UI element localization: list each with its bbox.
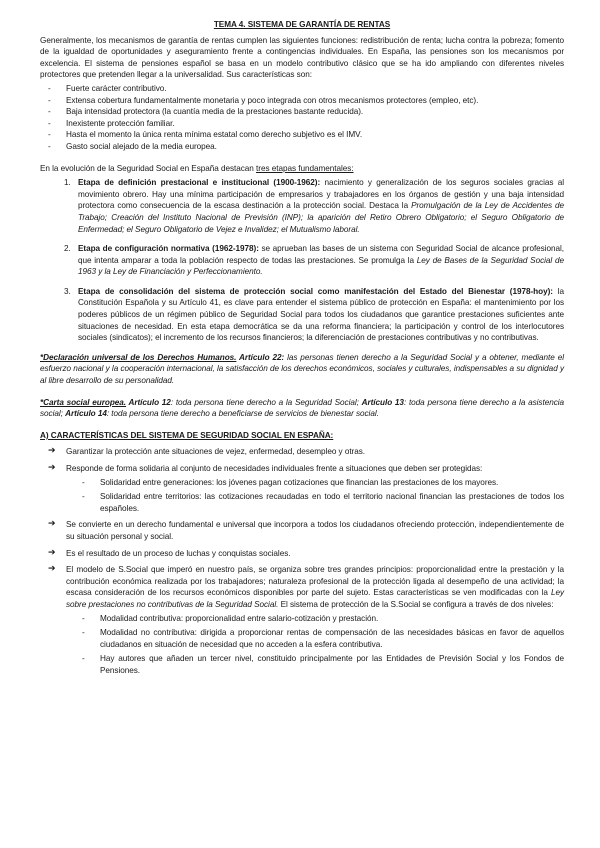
note-text: las personas tienen derecho a la Seguridad Social y a obtener, mediante el esfuerzo nacional y la cooperación internacional, la satisfacción de los derechos económicos, sociales y culturales, indispensables a su dignidad y al libre desarrollo de su personalidad. bbox=[40, 352, 564, 386]
feature-item bbox=[48, 446, 564, 458]
note-article: Artículo 12 bbox=[126, 397, 171, 407]
feature-item bbox=[48, 463, 564, 514]
list-item: - Inexistente protección familiar. bbox=[48, 118, 564, 130]
characteristics-list bbox=[40, 83, 564, 153]
feature-text: El sistema de protección de la S.Social se configura a través de dos niveles: bbox=[278, 599, 554, 609]
stage-lead: Etapa de configuración normativa (1962-1978): bbox=[78, 244, 259, 254]
intro-paragraph: Generalmente, los mecanismos de garantía de rentas cumplen las siguientes funciones: redistribución de renta; lucha contra la pobreza; fomento de la igualdad de oportunidades y aseguramiento frente a contingencias individuales. En España, las pensiones son los mecanismos por excelencia. El sistema de pensiones español se basa en un modelo contributivo clásico que se ha ido ampliando con diferentes niveles protectores que pretenden llegar a la universalidad. Sus características son: bbox=[40, 35, 564, 80]
note-label: *Carta social europea. bbox=[40, 397, 127, 407]
feature-text: Se convierte en un derecho fundamental e universal que incorpora a todos los ciudadanos ofreciendo protección, independientemente de su situación personal y social. bbox=[66, 520, 564, 541]
evolution-intro bbox=[40, 163, 564, 175]
note-text: : toda persona tiene derecho a beneficiarse de servicios de bienestar social. bbox=[106, 409, 379, 419]
arrow-icon: ➔ bbox=[48, 519, 56, 530]
feature-text: Garantizar la protección ante situaciones de vejez, enfermedad, desempleo y otras. bbox=[66, 447, 366, 457]
note-text: : toda persona tiene derecho a la Seguridad Social; bbox=[170, 397, 362, 407]
list-item: - Modalidad contributiva: proporcionalidad entre salario-cotización y prestación. bbox=[82, 613, 564, 625]
arrow-icon: ➔ bbox=[48, 463, 56, 473]
stage-italic: Promulgación de la Ley de Accidentes de Trabajo; Creación del Instituto Nacional de Previsión (INP); la aparición del Retiro Obrero Obligatorio; el Seguro Obligatorio de Enfermedad; el Seguro Obligatorio de Vejez e Invalidez; el Mutualismo laboral. bbox=[78, 201, 564, 234]
feature-text: Responde de forma solidaria al conjunto de necesidades individuales frente a situaciones que deben ser protegidas: bbox=[66, 464, 483, 473]
stage-item bbox=[64, 286, 564, 344]
stage-lead: Etapa de consolidación del sistema de protección social como manifestación del Estado del Bienestar (1978-hoy): bbox=[78, 286, 553, 296]
list-item: - Hasta el momento la única renta mínima estatal como derecho subjetivo es el IMV. bbox=[48, 129, 564, 141]
stage-number: 2. bbox=[64, 244, 71, 254]
section-a-heading: A) CARACTERÍSTICAS DEL SISTEMA DE SEGURIDAD SOCIAL EN ESPAÑA: bbox=[40, 430, 334, 440]
feature-item bbox=[48, 519, 564, 542]
note-article: Artículo 13 bbox=[361, 397, 404, 407]
evolution-lead: En la evolución de la Seguridad Social en España destacan bbox=[40, 163, 257, 173]
stage-tail: y la Ley de Financiación y Perfeccionamiento. bbox=[96, 267, 263, 277]
list-item: - Solidaridad entre territorios: las cotizaciones recaudadas en todo el territorio nacional financian las prestaciones de todos los españoles. bbox=[82, 491, 564, 514]
stages-list bbox=[40, 177, 564, 344]
list-item: - Gasto social alejado de la media europea. bbox=[48, 141, 564, 153]
feature-item bbox=[48, 548, 564, 560]
arrow-icon: ➔ bbox=[48, 446, 56, 457]
stage-number: 1. bbox=[64, 178, 71, 188]
evolution-highlight: tres etapas fundamentales: bbox=[256, 163, 354, 173]
feature-text: El modelo de S.Social que imperó en nuestro país, se organiza sobre tres grandes principios: proporcionalidad entre la prestación y la contribución económica realizada por los trabajadores; naturaleza profesional de la protección ligada al desempeño de una actividad; la escasa consideración de los recursos económicos disponibles por parte del sujeto. Estas características se ven modificadas con la bbox=[66, 565, 564, 598]
arrow-icon: ➔ bbox=[48, 547, 56, 558]
stage-item bbox=[64, 177, 564, 235]
arrow-icon: ➔ bbox=[48, 564, 56, 575]
list-item: - Fuerte carácter contributivo. bbox=[48, 83, 564, 95]
stage-number: 3. bbox=[64, 286, 71, 296]
list-item: - Baja intensidad protectora (la cuantía media de la prestaciones bastante reducida). bbox=[48, 106, 564, 118]
stage-italic: Ley de Bases de la Seguridad Social de 1963 bbox=[78, 255, 564, 277]
stage-body: se aprueban las bases de un sistema con Seguridad Social de alcance profesional, que intenta amparar a toda la población respecto de todas las prestaciones. Se promulga la bbox=[78, 244, 564, 265]
stage-lead: Etapa de definición prestacional e institucional (1900-1962): bbox=[78, 178, 321, 188]
levels-list bbox=[66, 613, 564, 677]
list-item: - Extensa cobertura fundamentalmente monetaria y poco integrada con otros mecanismos protectores (empleo, etc). bbox=[48, 95, 564, 107]
feature-item bbox=[48, 564, 564, 676]
features-list bbox=[40, 446, 564, 676]
page-title: TEMA 4. SISTEMA DE GARANTÍA DE RENTAS bbox=[213, 20, 391, 29]
stage-body: la Constitución Española y su Artículo 41, es clave para entender el sistema público de protección en España: el mantenimiento por los poderes públicos de un régimen público de Seguridad Social para todos los ciudadanos que garantice prestaciones suficientes ante situaciones de necesidad. En esta etapa democrática se da una reforma financiera; la participación y control de los interlocutores sociales (sindicatos); el incremento de los recursos financieros; la diferenciación de prestaciones contributivas y no contributivas. bbox=[78, 286, 565, 343]
list-item: - Modalidad no contributiva: dirigida a proporcionar rentas de compensación de las necesidades básicas en favor de aquellos ciudadanos en situación de necesidad que no acceden a la esfera contributiva. bbox=[82, 627, 564, 650]
feature-italic: Ley sobre prestaciones no contributivas de la Seguridad Social. bbox=[66, 588, 564, 609]
stage-item bbox=[64, 243, 564, 278]
list-item: - Hay autores que añaden un tercer nivel, constituido principalmente por las Entidades de Previsión Social y los Fondos de Pensiones. bbox=[82, 653, 564, 676]
note-text: : toda persona tiene derecho a la asistencia social; bbox=[40, 397, 565, 419]
stage-body: nacimiento y generalización de los seguros sociales gracias al movimiento obrero. Hay una mínima participación de empresarios y trabajadores en los órganos de gestión y una baja intensidad protectora como consecuencia de la escasa destinación a la protección social. Destaca la bbox=[78, 178, 565, 211]
note-human-rights bbox=[40, 352, 564, 387]
feature-text: Es el resultado de un proceso de luchas y conquistas sociales. bbox=[66, 548, 291, 558]
note-european-charter bbox=[40, 397, 564, 420]
note-label: *Declaración universal de los Derechos Humanos. bbox=[40, 352, 237, 362]
solidarity-list bbox=[66, 477, 564, 515]
note-article: Artículo 14 bbox=[65, 409, 107, 419]
note-article: Artículo 22: bbox=[236, 352, 285, 362]
list-item: - Solidaridad entre generaciones: los jóvenes pagan cotizaciones que financian las prestaciones de los mayores. bbox=[82, 477, 564, 489]
